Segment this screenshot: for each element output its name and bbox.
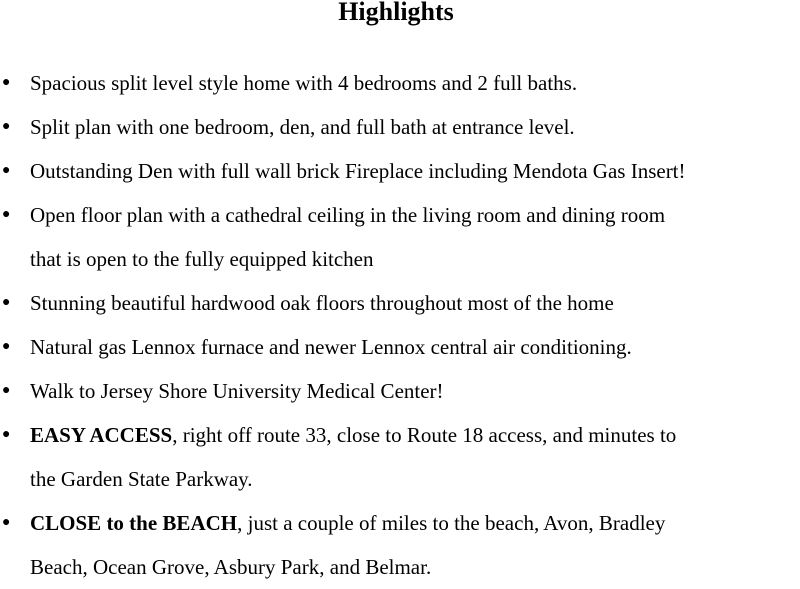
bullet-icon: ● [2,427,11,442]
item-text: Outstanding Den with full wall brick Fireplace including Mendota Gas Insert! [30,159,686,183]
list-item [0,325,800,369]
item-text: Walk to Jersey Shore University Medical Center! [30,379,444,403]
item-text: Split plan with one bedroom, den, and full bath at entrance level. [30,115,575,139]
bullet-icon: ● [2,295,11,310]
item-emphasis: CLOSE to the BEACH [30,511,238,535]
bullet-icon: ● [2,207,11,222]
bullet-icon: ● [2,515,11,530]
item-text: Open floor plan with a cathedral ceiling in the living room and dining room [30,203,666,227]
item-text [30,413,800,457]
list-item [0,61,800,105]
bullet-icon: ● [2,119,11,134]
item-emphasis: EASY ACCESS [30,423,173,447]
item-text: Natural gas Lennox furnace and newer Lennox central air conditioning. [30,335,632,359]
item-text: Spacious split level style home with 4 bedrooms and 2 full baths. [30,71,578,95]
item-text-continued: that is open to the fully equipped kitchen [30,247,374,271]
bullet-icon: ● [2,163,11,178]
list-item [0,105,800,149]
list-item [0,149,800,193]
page-title: Highlights [338,0,454,26]
item-text [30,501,800,545]
list-item [0,501,800,589]
item-text-rest: , just a couple of miles to the beach, Avon, Bradley [237,511,666,535]
bullet-icon: ● [2,339,11,354]
list-item [0,369,800,413]
bullet-icon: ● [2,75,11,90]
bullet-icon: ● [2,383,11,398]
item-text-continued: the Garden State Parkway. [30,467,253,491]
list-item [0,193,800,281]
list-item [0,281,800,325]
item-text-rest: , right off route 33, close to Route 18 access, and minutes to [172,423,677,447]
highlights-list [0,61,800,589]
item-text-continued: Beach, Ocean Grove, Asbury Park, and Belmar. [30,555,432,579]
item-text: Stunning beautiful hardwood oak floors throughout most of the home [30,291,614,315]
list-item [0,413,800,501]
